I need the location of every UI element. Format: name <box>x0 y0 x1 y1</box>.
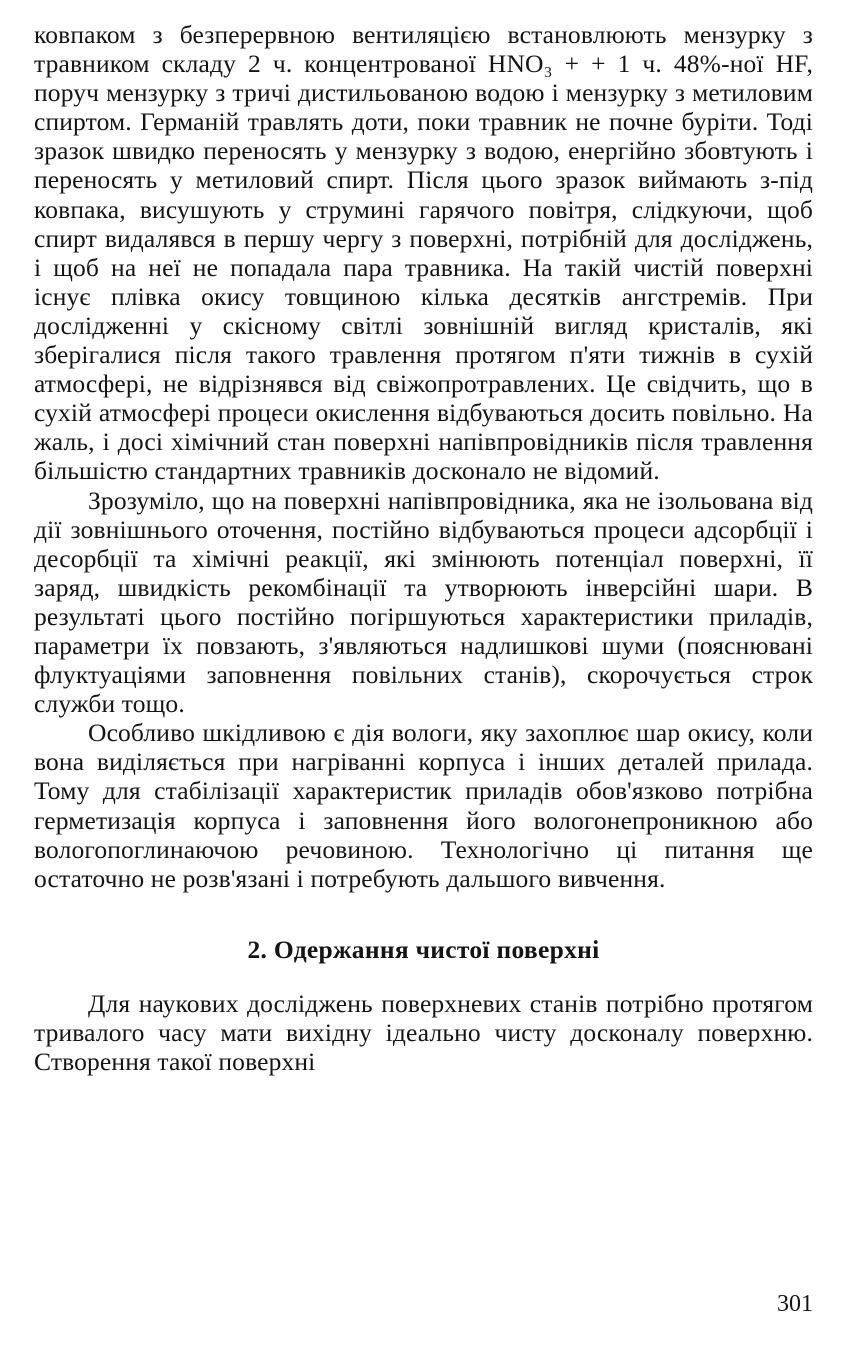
paragraph-continued-etching-procedure: ковпаком з безперервною вентиляцією встановлюють мензурку з травником складу 2 ч. концентрованої HNO₃ + + 1 ч. 48%-ної HF, поруч мензурку з тричі дистильованою водою і мензурку з метиловим спиртом. Германій травлять доти, поки травник не почне буріти. Тоді зразок швидко переносять у мензурку з водою, енергійно збовтують і переносять у метиловий спирт. Після цього зразок виймають з-під ковпака, висушують у струмині гарячого повітря, слідкуючи, щоб спирт видалявся в першу чергу з поверхні, потрібній для досліджень, і щоб на неї не попадала пара травника. На такій чистій поверхні існує плівка окису товщиною кілька десятків ангстремів. При дослідженні у скісному світлі зовнішній вигляд кристалів, які зберігалися після такого травлення протягом п'яти тижнів в сухій атмосфері, не відрізнявся від свіжопротравлених. Це свідчить, що в сухій атмосфері процеси окислення відбуваються досить повільно. На жаль, і досі хімічний стан поверхні напівпровідників після травлення більшістю стандартних травників досконало не відомий. <box>34 20 813 486</box>
paragraph-surface-processes: Зрозуміло, що на поверхні напівпровідника, яка не ізольована від дії зовнішнього оточення, постійно відбуваються процеси адсорбції і десорбції та хімічні реакції, які змінюють потенціал поверхні, її заряд, швидкість рекомбінації та утворюють інверсійні шари. В результаті цього постійно погіршуються характеристики приладів, параметри їх повзають, з'являються надлишкові шуми (пояснювані флуктуаціями заповнення повільних станів), скорочується строк служби тощо. <box>34 485 813 719</box>
paragraph-clean-surface-intro: Для наукових досліджень поверхневих станів потрібно протягом тривалого часу мати вихідну ідеально чисту досконалу поверхню. Створення такої поверхні <box>34 988 813 1076</box>
page-number: 301 <box>777 1291 813 1317</box>
paragraph-moisture-harm: Особливо шкідливою є дія вологи, яку захоплює шар окису, коли вона виділяється при нагріванні корпуса і інших деталей прилада. Тому для стабілізації характеристик приладів обов'язково потрібна герметизація корпуса і заповнення його вологонепроникною або вологопоглинаючою речовиною. Технологічно ці питання ще остаточно не розв'язані і потребують дальшого вивчення. <box>34 718 813 893</box>
section-heading: 2. Одержання чистої поверхні <box>247 934 600 964</box>
